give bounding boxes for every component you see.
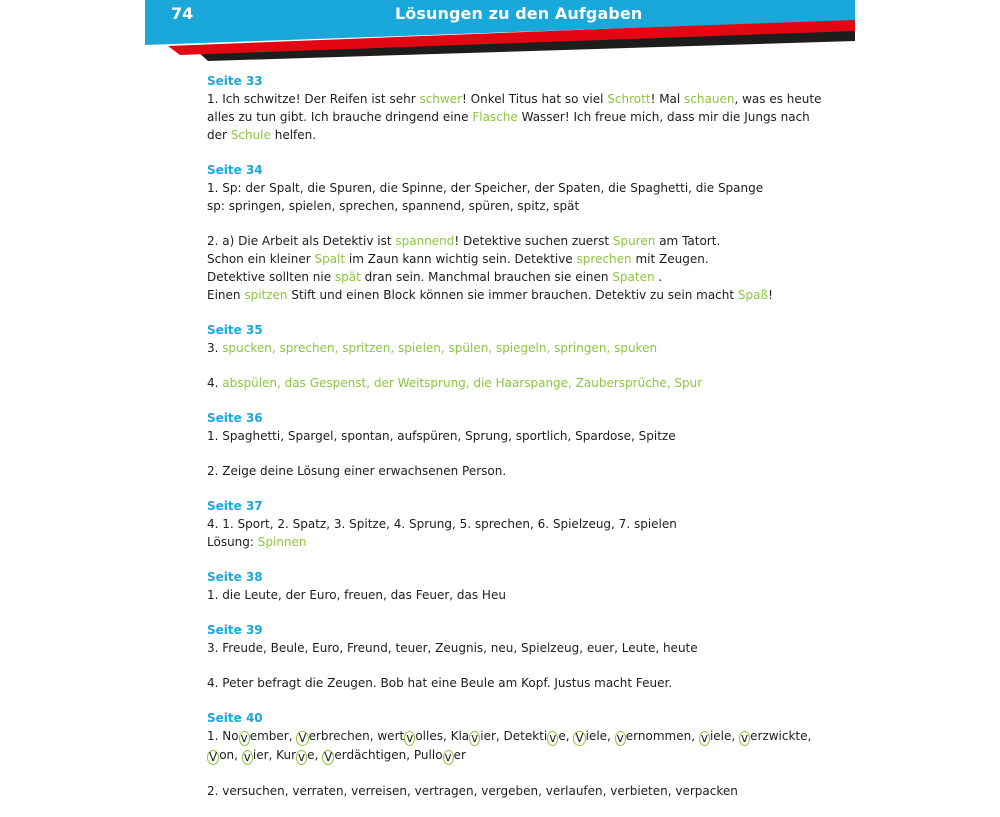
answer-line <box>207 268 787 286</box>
answer-text: 2. Zeige deine Lösung einer erwachsenen Person. <box>207 464 507 478</box>
answer-paragraph <box>207 639 787 657</box>
answer-line <box>207 108 810 126</box>
solutions-content <box>207 72 822 817</box>
answer-text: 2. versuchen, verraten, verreisen, vertragen, vergeben, verlaufen, verbieten, verpacken <box>207 784 738 798</box>
answer-text: 2. a) Die Arbeit als Detektiv ist <box>207 234 396 248</box>
circled-letter-mark: v <box>406 731 414 745</box>
answer-text: helfen. <box>270 128 317 142</box>
answer-line <box>207 286 787 304</box>
answer-paragraph <box>207 427 787 445</box>
answer-text: ! Mal <box>650 92 685 106</box>
section-title: Seite 35 <box>207 323 263 337</box>
highlighted-answer: Spuren <box>612 234 656 248</box>
answer-line <box>207 339 787 357</box>
section-title: Seite 36 <box>207 411 263 425</box>
circled-letter-mark: V <box>209 750 218 764</box>
answer-line <box>207 250 787 268</box>
answer-text: 4. 1. Sport, 2. Spatz, 3. Spitze, 4. Sprung, 5. sprechen, 6. Spielzeug, 7. spielen <box>207 517 677 531</box>
answer-line <box>207 197 787 215</box>
section-title: Seite 34 <box>207 163 263 177</box>
highlighted-answer: sprechen <box>576 252 632 266</box>
highlighted-answer: schauen <box>684 92 735 106</box>
section-title: Seite 37 <box>207 499 263 513</box>
section-title: Seite 33 <box>207 74 263 88</box>
answer-text: der <box>207 128 231 142</box>
answer-text: erzwickte, <box>750 729 812 743</box>
answer-text: erbrechen, wert <box>308 729 405 743</box>
highlighted-answer: Flasche <box>472 110 518 124</box>
answer-text: iele, <box>585 729 615 743</box>
highlighted-answer: Spinnen <box>257 535 307 549</box>
answer-paragraph <box>207 179 787 215</box>
answer-text: erdächtigen, Pullo <box>334 748 443 762</box>
highlighted-answer: schwer <box>419 92 463 106</box>
answer-text: Schon ein kleiner <box>207 252 315 266</box>
answer-text: er <box>453 748 466 762</box>
answer-line <box>207 90 822 108</box>
answer-text: dran sein. Manchmal brauchen sie einen <box>360 270 613 284</box>
page-number: 74 <box>171 4 194 23</box>
answer-paragraph <box>207 339 787 357</box>
answer-text: am Tatort. <box>655 234 721 248</box>
answer-line <box>207 515 787 533</box>
highlighted-answer: Schrott <box>607 92 651 106</box>
answer-text: 4. Peter befragt die Zeugen. Bob hat eine Beule am Kopf. Justus macht Feuer. <box>207 676 673 690</box>
answer-line <box>207 374 787 392</box>
answer-text: 1. Sp: der Spalt, die Spuren, die Spinne, der Speicher, der Spaten, die Spaghetti, die Spange <box>207 181 764 195</box>
answer-paragraph <box>207 374 787 392</box>
answer-text: im Zaun kann wichtig sein. Detektive <box>345 252 577 266</box>
answer-text: ernommen, <box>625 729 699 743</box>
solution-section <box>207 321 787 392</box>
answer-text: 1. Ich schwitze! Der Reifen ist sehr <box>207 92 420 106</box>
highlighted-answer: spitzen <box>244 288 288 302</box>
highlighted-answer: spannend <box>395 234 455 248</box>
circled-letter-mark: V <box>298 731 307 745</box>
answer-line <box>207 179 787 197</box>
answer-text: Stift und einen Block können sie immer brauchen. Detektiv zu sein macht <box>287 288 738 302</box>
answer-text: mit Zeugen. <box>631 252 709 266</box>
answer-line <box>207 782 787 800</box>
answer-line <box>207 639 787 657</box>
solution-section <box>207 161 787 304</box>
circled-letter-mark: V <box>324 750 333 764</box>
page-header <box>0 0 1000 64</box>
answer-paragraph <box>207 674 787 692</box>
answer-text: sp: springen, spielen, sprechen, spannend, spüren, spitz, spät <box>207 199 580 213</box>
answer-text: Wasser! Ich freue mich, dass mir die Jungs nach <box>517 110 810 124</box>
solution-section <box>207 621 787 692</box>
answer-text: ier, Detekti <box>480 729 548 743</box>
answer-text: e, <box>307 748 323 762</box>
answer-line <box>207 232 787 250</box>
circled-letter-mark: v <box>471 731 479 745</box>
circled-letter-mark: v <box>240 731 248 745</box>
answer-line <box>207 674 787 692</box>
highlighted-answer: Spaten <box>612 270 655 284</box>
section-title: Seite 38 <box>207 570 263 584</box>
answer-text: ier, Kur <box>252 748 296 762</box>
answer-line <box>207 727 812 746</box>
section-title: Seite 39 <box>207 623 263 637</box>
answer-line <box>207 427 787 445</box>
solution-section <box>207 409 787 480</box>
answer-text: iele, <box>709 729 740 743</box>
answer-line <box>207 746 787 765</box>
circled-letter-mark: v <box>549 731 557 745</box>
answer-text: ! Onkel Titus hat so viel <box>462 92 608 106</box>
answer-text: Einen <box>207 288 245 302</box>
answer-paragraph <box>207 586 787 604</box>
answer-paragraph <box>207 782 787 800</box>
answer-text: olles, Kla <box>415 729 470 743</box>
answer-line <box>207 126 787 144</box>
answer-text: . <box>654 270 663 284</box>
answer-text: e, <box>558 729 574 743</box>
answer-paragraph <box>207 727 812 765</box>
highlighted-answer: Spaß <box>737 288 769 302</box>
answer-text: Detektive sollten nie <box>207 270 335 284</box>
section-title: Seite 40 <box>207 711 263 725</box>
page-title: Lösungen zu den Aufgaben <box>395 4 643 23</box>
answer-paragraph <box>207 462 787 480</box>
answer-line <box>207 586 787 604</box>
circled-letter-mark: V <box>575 731 584 745</box>
answer-paragraph <box>207 232 787 304</box>
highlighted-answer: Spalt <box>314 252 346 266</box>
highlighted-answer: Schule <box>230 128 271 142</box>
solution-section <box>207 709 812 800</box>
answer-text: 3. Freude, Beule, Euro, Freund, teuer, Zeugnis, neu, Spielzeug, euer, Leute, heute <box>207 641 698 655</box>
circled-letter-mark: v <box>298 750 306 764</box>
answer-text: 1. No <box>207 729 239 743</box>
answer-text: 4. <box>207 376 223 390</box>
answer-text: , was es heute <box>734 92 822 106</box>
circled-letter-mark: v <box>444 750 452 764</box>
solution-section <box>207 568 787 604</box>
answer-paragraph <box>207 515 787 551</box>
answer-text: 1. Spaghetti, Spargel, spontan, aufspüren, Sprung, sportlich, Spardose, Spitze <box>207 429 676 443</box>
highlighted-answer: spät <box>334 270 361 284</box>
answer-text: ! <box>768 288 773 302</box>
solution-section <box>207 72 822 144</box>
answer-line <box>207 462 787 480</box>
answer-text: 3. <box>207 341 223 355</box>
highlighted-answer: abspülen, das Gespenst, der Weitsprung, die Haarspange, Zaubersprüche, Spur <box>222 376 703 390</box>
answer-text: 1. die Leute, der Euro, freuen, das Feuer, das Heu <box>207 588 506 602</box>
answer-text: alles zu tun gibt. Ich brauche dringend eine <box>207 110 473 124</box>
answer-text: on, <box>219 748 242 762</box>
highlighted-answer: spucken, sprechen, spritzen, spielen, spülen, spiegeln, springen, spuken <box>222 341 658 355</box>
circled-letter-mark: v <box>741 731 749 745</box>
answer-text: ! Detektive suchen zuerst <box>454 234 613 248</box>
answer-paragraph <box>207 90 822 144</box>
circled-letter-mark: v <box>243 750 251 764</box>
answer-text: Lösung: <box>207 535 258 549</box>
solution-section <box>207 497 787 551</box>
circled-letter-mark: v <box>616 731 624 745</box>
answer-text: ember, <box>249 729 297 743</box>
circled-letter-mark: v <box>700 731 708 745</box>
answer-line <box>207 533 787 551</box>
